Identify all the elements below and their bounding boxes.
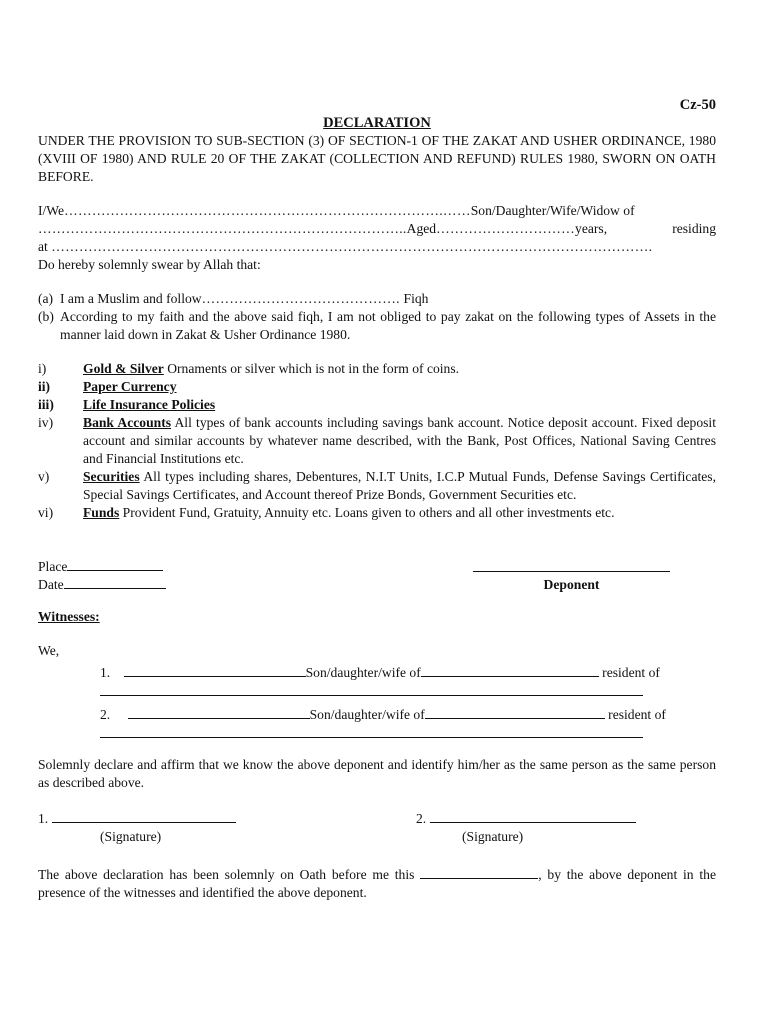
asset-mark: iii) <box>38 397 54 412</box>
place-date-block <box>38 558 716 594</box>
asset-item <box>38 504 716 522</box>
asset-heading: Paper Currency <box>83 379 177 394</box>
witness-number: 1. <box>100 665 111 680</box>
statement-mark: (b) <box>38 309 54 324</box>
address-field[interactable]: …………………………………………………………………………………………………………………. <box>51 239 653 254</box>
statement-text: I am a Muslim and follow <box>60 291 202 306</box>
signature-1-caption: (Signature) <box>100 829 162 844</box>
asset-text: All types of bank accounts including savings bank account. Notice deposit account. Fixed deposit account and similar accounts by whatever name described, with the Bank, Post Offices, National Saving Centres and Financial Institutions etc. <box>83 415 716 466</box>
signature-2-field[interactable] <box>430 810 636 823</box>
page-title: DECLARATION <box>323 115 431 131</box>
witness-row <box>100 706 716 724</box>
assets-list <box>38 360 716 522</box>
residing-label: residing <box>672 221 716 236</box>
we-label: We, <box>38 643 60 658</box>
closing-text-before: The above declaration has been solemnly on Oath before me this <box>38 867 415 882</box>
witness-relation-label: Son/daughter/wife of <box>309 707 425 722</box>
asset-heading: Gold & Silver <box>83 361 164 376</box>
signature-2-caption: (Signature) <box>462 829 524 844</box>
statements-list <box>38 290 716 344</box>
asset-item <box>38 396 716 414</box>
asset-mark: v) <box>38 469 50 484</box>
witnesses-heading: Witnesses: <box>38 609 100 624</box>
place-label: Place <box>38 559 68 574</box>
affirm-text: Solemnly declare and affirm that we know the above deponent and identify him/her as the same person as the same person as described above. <box>38 757 716 790</box>
witness-signatures <box>38 810 716 850</box>
asset-heading: Life Insurance Policies <box>83 397 216 412</box>
deponent-signature-field[interactable] <box>473 558 670 572</box>
asset-mark: i) <box>38 361 47 376</box>
declarant-relation-line <box>38 220 716 238</box>
witness-resident-label: resident of <box>608 707 666 722</box>
witness-name-field[interactable] <box>128 706 310 719</box>
asset-item <box>38 468 716 504</box>
iwe-label: I/We <box>38 203 65 218</box>
declarant-name-line <box>38 202 716 220</box>
form-code: Cz-50 <box>679 97 716 113</box>
asset-heading: Bank Accounts <box>83 415 172 430</box>
relation-label: Son/Daughter/Wife/Widow of <box>470 203 635 218</box>
asset-mark: iv) <box>38 415 54 430</box>
statement-item <box>38 308 716 344</box>
asset-mark: ii) <box>38 379 51 394</box>
declarant-block <box>38 202 716 274</box>
witness-name-field[interactable] <box>124 664 306 677</box>
age-field[interactable]: ………………………… <box>436 221 576 236</box>
name-field[interactable]: ……………………………………………………………………….…… <box>64 203 471 218</box>
statement-item <box>38 290 716 308</box>
asset-text: Provident Fund, Gratuity, Annuity etc. Loans given to others and all other investments etc. <box>119 505 615 520</box>
deponent-label: Deponent <box>543 577 600 592</box>
signature-number: 1. <box>38 811 49 826</box>
relation-field[interactable]: …………………………………………………………………….. <box>38 221 407 236</box>
aged-label: Aged <box>406 221 437 236</box>
preamble: UNDER THE PROVISION TO SUB-SECTION (3) OF SECTION-1 OF THE ZAKAT AND USHER ORDINANCE, 1980 (XVIII OF 1980) AND RULE 20 OF THE ZAKAT (COLLECTION AND REFUND) RULES 1980, SWORN ON OATH BEFORE. <box>38 133 716 184</box>
witness-relation-label: Son/daughter/wife of <box>305 665 421 680</box>
witness-relation-field[interactable] <box>421 664 599 677</box>
witness-address-field[interactable] <box>100 682 643 696</box>
signature-1 <box>38 810 236 828</box>
witness-resident-label: resident of <box>602 665 660 680</box>
fiqh-label: Fiqh <box>403 291 429 306</box>
asset-heading: Funds <box>83 505 120 520</box>
at-label: at <box>38 239 48 254</box>
asset-text: Ornaments or silver which is not in the form of coins. <box>163 361 460 376</box>
date-field[interactable] <box>64 576 166 589</box>
swear-text: Do hereby solemnly swear by Allah that: <box>38 257 261 272</box>
asset-item <box>38 414 716 468</box>
place-field[interactable] <box>67 558 163 571</box>
witness-row <box>100 664 716 682</box>
witness-address-field[interactable] <box>100 724 643 738</box>
asset-mark: vi) <box>38 505 54 520</box>
witness-relation-field[interactable] <box>425 706 605 719</box>
closing-text <box>38 866 716 902</box>
closing-text-after: , by the above deponent in the presence of the witnesses and identified the above deponent. <box>38 867 716 900</box>
declaration-form <box>38 96 716 902</box>
asset-item <box>38 360 716 378</box>
signature-2 <box>416 810 636 828</box>
declarant-address-line <box>38 238 716 256</box>
statement-text: According to my faith and the above said fiqh, I am not obliged to pay zakat on the following types of Assets in the manner laid down in Zakat & Usher Ordinance 1980. <box>60 309 716 342</box>
years-label: years, <box>575 221 608 236</box>
signature-number: 2. <box>416 811 427 826</box>
asset-text: All types including shares, Debentures, N.I.T Units, I.C.P Mutual Funds, Defense Savings Certificates, Special Savings Certificates, and Account thereof Prize Bonds, Government Securities etc. <box>83 469 716 502</box>
oath-date-field[interactable] <box>420 866 538 879</box>
asset-item <box>38 378 716 396</box>
witness-number: 2. <box>100 707 111 722</box>
asset-heading: Securities <box>83 469 140 484</box>
statement-mark: (a) <box>38 291 54 306</box>
signature-1-field[interactable] <box>52 810 236 823</box>
fiqh-field[interactable]: ……………………………………. <box>201 291 404 306</box>
date-label: Date <box>38 577 64 592</box>
